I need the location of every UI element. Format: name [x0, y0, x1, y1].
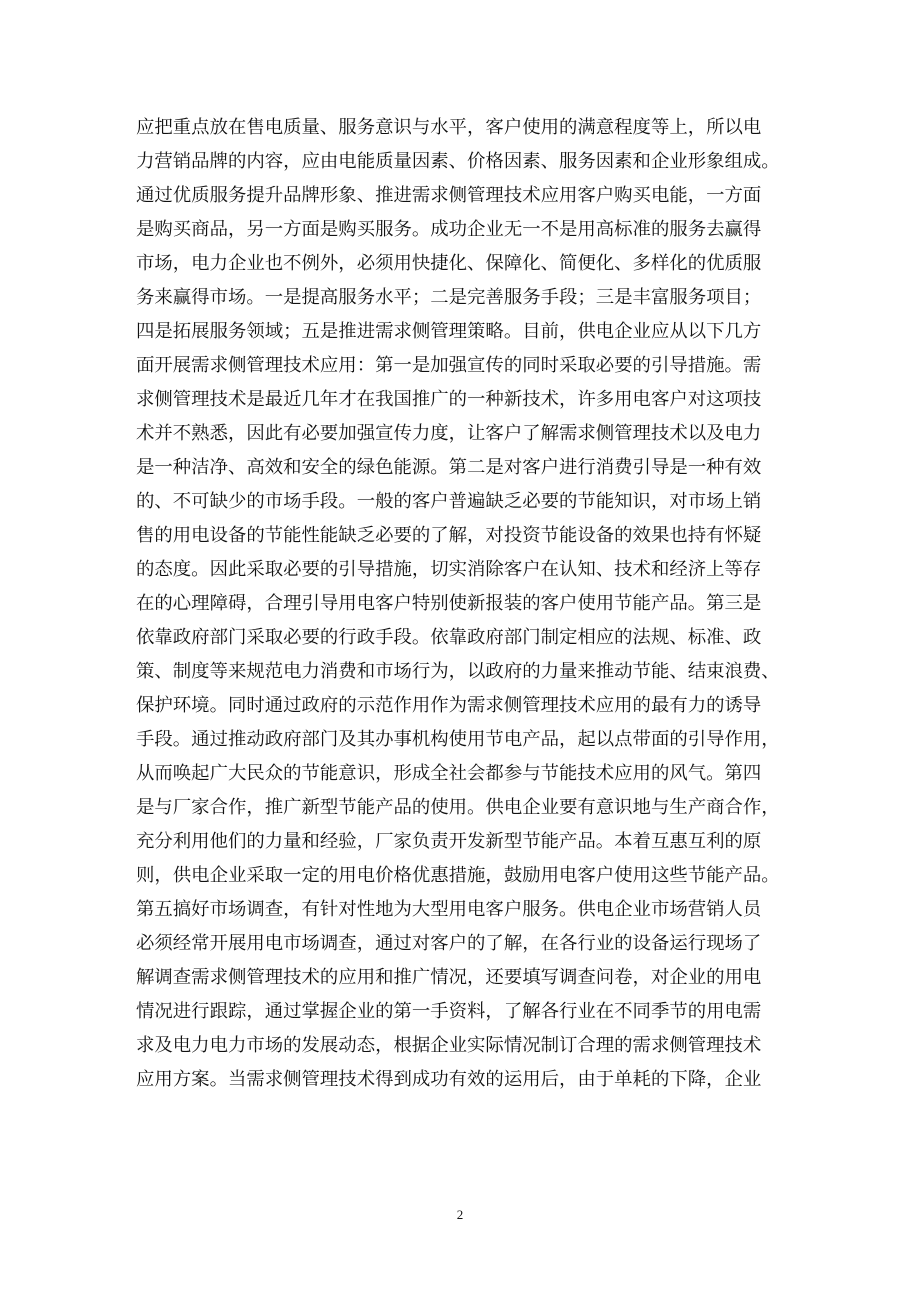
text-line: 充分利用他们的力量和经验，厂家负责开发新型节能产品。本着互惠互利的原	[136, 831, 762, 852]
text-line: 是购买商品，另一方面是购买服务。成功企业无一不是用高标准的服务去赢得	[136, 219, 762, 240]
text-line: 术并不熟悉，因此有必要加强宣传力度，让客户了解需求侧管理技术以及电力	[136, 423, 762, 444]
text-line: 的、不可缺少的市场手段。一般的客户普遍缺乏必要的节能知识，对市场上销	[136, 491, 762, 512]
text-line: 第五搞好市场调查，有针对性地为大型用电客户服务。供电企业市场营销人员	[136, 899, 762, 920]
text-line: 应把重点放在售电质量、服务意识与水平，客户使用的满意程度等上，所以电	[136, 117, 762, 138]
text-line: 从而唤起广大民众的节能意识，形成全社会都参与节能技术应用的风气。第四	[136, 763, 762, 784]
text-line: 依靠政府部门采取必要的行政手段。依靠政府部门制定相应的法规、标准、政	[136, 627, 762, 648]
text-line: 手段。通过推动政府部门及其办事机构使用节电产品，起以点带面的引导作用，	[136, 729, 780, 750]
text-line: 是与厂家合作，推广新型节能产品的使用。供电企业要有意识地与生产商合作，	[136, 797, 780, 818]
text-line: 力营销品牌的内容，应由电能质量因素、价格因素、服务因素和企业形象组成。	[136, 151, 780, 172]
text-line: 情况进行跟踪，通过掌握企业的第一手资料，了解各行业在不同季节的用电需	[136, 1001, 762, 1022]
text-line: 在的心理障碍，合理引导用电客户特别使新报装的客户使用节能产品。第三是	[136, 593, 762, 614]
text-line: 售的用电设备的节能性能缺乏必要的了解，对投资节能设备的效果也持有怀疑	[136, 525, 762, 546]
text-line: 策、制度等来规范电力消费和市场行为，以政府的力量来推动节能、结束浪费、	[136, 661, 780, 682]
text-line: 求侧管理技术是最近几年才在我国推广的一种新技术，许多用电客户对这项技	[136, 389, 762, 410]
text-line: 的态度。因此采取必要的引导措施，切实消除客户在认知、技术和经济上等存	[136, 559, 762, 580]
text-line: 面开展需求侧管理技术应用：第一是加强宣传的同时采取必要的引导措施。需	[136, 355, 762, 376]
text-line: 务来赢得市场。一是提高服务水平；二是完善服务手段；三是丰富服务项目；	[136, 287, 762, 308]
text-line: 则，供电企业采取一定的用电价格优惠措施，鼓励用电客户使用这些节能产品。	[136, 865, 780, 886]
body-paragraph	[136, 111, 812, 1097]
text-line: 通过优质服务提升品牌形象、推进需求侧管理技术应用客户购买电能，一方面	[136, 185, 762, 206]
text-line: 应用方案。当需求侧管理技术得到成功有效的运用后，由于单耗的下降，企业	[136, 1069, 762, 1090]
text-line: 市场，电力企业也不例外，必须用快捷化、保障化、简便化、多样化的优质服	[136, 253, 762, 274]
text-line: 解调查需求侧管理技术的应用和推广情况，还要填写调查问卷，对企业的用电	[136, 967, 762, 988]
text-line: 必须经常开展用电市场调查，通过对客户的了解，在各行业的设备运行现场了	[136, 933, 762, 954]
text-line: 保护环境。同时通过政府的示范作用作为需求侧管理技术应用的最有力的诱导	[136, 695, 762, 716]
text-line: 四是拓展服务领域；五是推进需求侧管理策略。目前，供电企业应从以下几方	[136, 321, 762, 342]
page-number: 2	[456, 1207, 464, 1222]
text-line: 求及电力电力市场的发展动态，根据企业实际情况制订合理的需求侧管理技术	[136, 1035, 762, 1056]
text-line: 是一种洁净、高效和安全的绿色能源。第二是对客户进行消费引导是一种有效	[136, 457, 762, 478]
